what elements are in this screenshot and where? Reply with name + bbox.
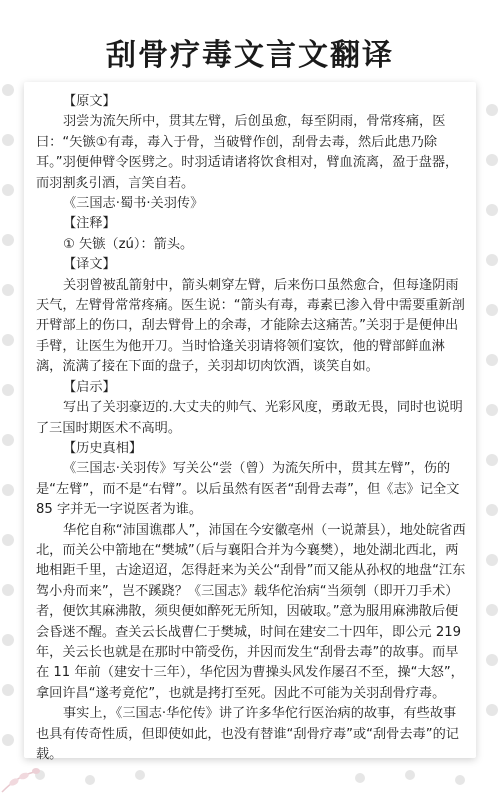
insight-heading: 【启示】 (63, 379, 116, 395)
notes-heading: 【注释】 (63, 216, 116, 232)
flower-decoration (0, 754, 60, 794)
history-paragraph-3: 事实上，《三国志·华佗传》讲了许多华佗行医治病的故事，有些故事也具有传奇性质，但即使如此，也没有替谁“刮骨疗毒”或“刮骨去毒”的记载。 (36, 706, 459, 762)
notes-text: ① 矢镞（zú）：箭头。 (63, 236, 194, 252)
history-heading: 【历史真相】 (63, 440, 143, 456)
translation-heading: 【译文】 (63, 257, 116, 273)
article-content (36, 92, 466, 765)
translation-text: 关羽曾被乱箭射中，箭头刺穿左臂，后来伤口虽然愈合，但每逢阴雨天气，左臂骨常常疼痛。医生说：“箭头有毒，毒素已渗入骨中需要重新剖开臂部上的伤口，刮去臂骨上的余毒，才能除去这痛苦。”关羽于是便伸出手臂，让医生为他开刀。当时恰逢关羽请将领们宴饮，他的臂部鲜血淋漓，流满了接在下面的盘子，关羽却切肉饮酒，谈笑自如。 (36, 277, 465, 375)
original-heading: 【原文】 (63, 94, 116, 109)
history-paragraph-1: 《三国志·关羽传》写关公“尝（曾）为流矢所中，贯其左臂”，伤的是“左臂”，而不是“右臂”。以后虽然有医者“刮骨去毒”，但《志》记全文 85 字并无一字说医者为谁。 (36, 461, 460, 518)
insight-text: 写出了关羽豪迈的.大丈夫的帅气、光彩风度，勇敢无畏，同时也说明了三国时期医术不高明。 (36, 400, 463, 436)
original-text: 羽尝为流矢所中，贯其左臂，后创虽愈，每至阴雨，骨常疼痛，医曰：“矢镞①有毒，毒入于骨，当破臂作创，刮骨去毒，然后此患乃除耳。”羽便伸臂令医劈之。时羽适请诸将饮食相对，臂血流离，盈于盘器，而羽割炙引酒，言笑自若。 (36, 114, 459, 191)
original-source: 《三国志·蜀书·关羽传》 (63, 196, 204, 212)
page-title: 刮骨疗毒文言文翻译 (106, 38, 394, 73)
history-paragraph-2: 华佗自称“沛国谯郡人”，沛国在今安徽亳州（一说萧县），地处皖省西北，而关公中箭地在“樊城”（后与襄阳合并为今襄樊），地处湖北西北，两地相距千里，古途迢迢，怎得赶来为关公“刮骨”而又能从孙权的地盘“江东驾小舟而来”，岂不蹊跷？《三国志》载华佗治病“当须刳（即开刀手术）者，便饮其麻沸散，须臾便如醉死无所知，因破取。”意为服用麻沸散后便会昏迷不醒。查关云长战曹仁于樊城，时间在建安二十四年，即公元 219 年，关云长也就是在那时中箭受伤，并因而发生“刮骨去毒”的故事。而早在 11 年前（建安十三年），华佗因为曹操头风发作屡召不至，操“大怒”，拿回许昌“遂考竟佗”，也就是拷打至死。因此不可能为关羽刮骨疗毒。 (36, 522, 466, 701)
